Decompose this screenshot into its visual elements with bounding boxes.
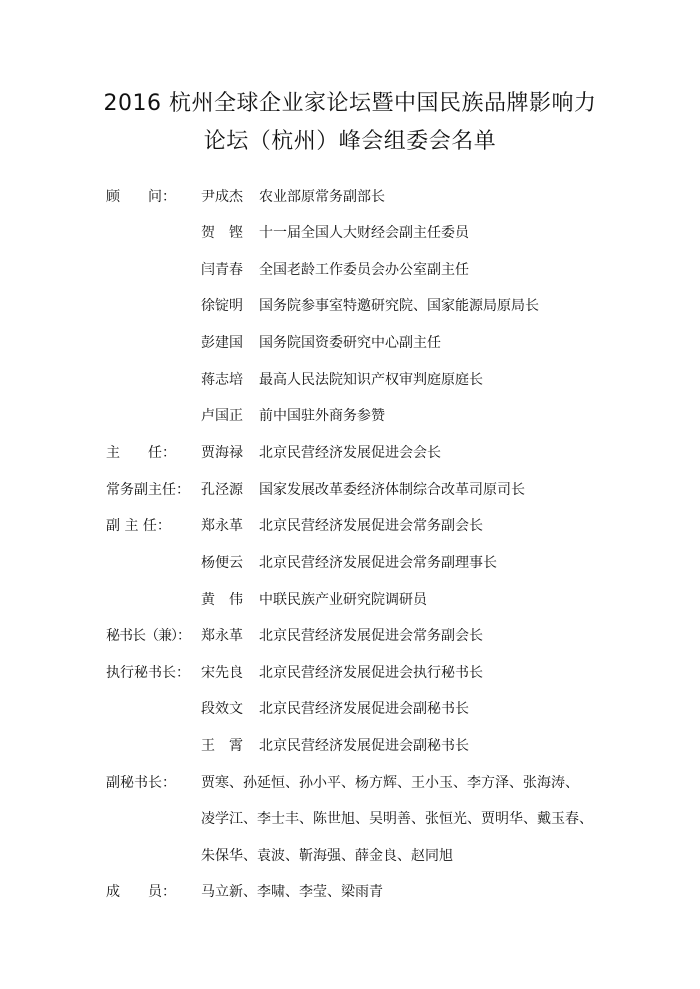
person-title: 北京民营经济发展促进会常务副会长 <box>259 518 483 534</box>
person-title: 农业部原常务副部长 <box>259 189 385 205</box>
category-label: 秘书长（兼）： <box>106 628 190 644</box>
category-label: 常务副主任： <box>106 482 190 498</box>
person-name: 郑永革 <box>201 518 243 534</box>
list-item <box>0 735 700 759</box>
person-title: 国家发展改革委经济体制综合改革司原司长 <box>259 482 525 498</box>
members-section <box>0 881 700 905</box>
person-title: 国务院参事室特邀研究院、国家能源局原局长 <box>259 298 539 314</box>
person-name: 孔泾源 <box>201 482 243 498</box>
list-item <box>0 332 700 356</box>
list-item <box>0 662 700 686</box>
list-item <box>0 442 700 466</box>
document-title-line-1: 2016 杭州全球企业家论坛暨中国民族品牌影响力 <box>103 91 597 116</box>
person-title: 北京民营经济发展促进会副秘书长 <box>259 701 469 717</box>
person-name: 宋先良 <box>201 665 243 681</box>
person-name: 黄 伟 <box>201 592 243 608</box>
person-title: 中联民族产业研究院调研员 <box>259 592 427 608</box>
list-item <box>0 515 700 539</box>
person-title: 前中国驻外商务参赞 <box>259 408 385 424</box>
person-name: 段效文 <box>201 701 243 717</box>
person-name: 闫青春 <box>201 262 243 278</box>
names-line: 朱保华、袁波、靳海强、薛金良、赵同旭 <box>201 848 453 864</box>
list-item <box>0 295 700 319</box>
category-label: 副秘书长： <box>106 775 176 791</box>
person-name: 郑永革 <box>201 628 243 644</box>
person-name: 蒋志培 <box>201 372 243 388</box>
category-label: 顾 问： <box>106 189 176 205</box>
list-item <box>0 369 700 393</box>
category-label: 执行秘书长： <box>106 665 190 681</box>
person-title: 北京民营经济发展促进会会长 <box>259 445 441 461</box>
list-item <box>0 625 700 649</box>
list-item <box>0 589 700 613</box>
names-line: 凌学江、李士丰、陈世旭、吴明善、张恒光、贾明华、戴玉春、 <box>201 811 593 827</box>
person-title: 北京民营经济发展促进会执行秘书长 <box>259 665 483 681</box>
document-title-line-2: 论坛（杭州）峰会组委会名单 <box>203 129 497 154</box>
person-title: 北京民营经济发展促进会常务副会长 <box>259 628 483 644</box>
person-title: 最高人民法院知识产权审判庭原庭长 <box>259 372 483 388</box>
person-name: 贾海禄 <box>201 445 243 461</box>
list-item <box>0 186 700 210</box>
deputy-secretaries-section <box>0 772 700 796</box>
category-label: 成 员： <box>106 884 176 900</box>
list-item <box>0 698 700 722</box>
deputy-secretaries-continuation <box>0 845 700 869</box>
list-item <box>0 259 700 283</box>
person-name: 贺 铿 <box>201 225 243 241</box>
person-title: 北京民营经济发展促进会副秘书长 <box>259 738 469 754</box>
category-label: 主 任： <box>106 445 176 461</box>
person-name: 尹成杰 <box>201 189 243 205</box>
person-name: 卢国正 <box>201 408 243 424</box>
list-item <box>0 405 700 429</box>
list-item <box>0 552 700 576</box>
person-title: 国务院国资委研究中心副主任 <box>259 335 441 351</box>
person-name: 杨便云 <box>201 555 243 571</box>
names-line: 马立新、李啸、李莹、梁雨青 <box>201 884 383 900</box>
list-item <box>0 479 700 503</box>
person-title: 十一届全国人大财经会副主任委员 <box>259 225 469 241</box>
deputy-secretaries-continuation <box>0 808 700 832</box>
person-name: 王 霄 <box>201 738 243 754</box>
category-label: 副 主 任： <box>106 518 171 534</box>
person-name: 彭建国 <box>201 335 243 351</box>
person-name: 徐锭明 <box>201 298 243 314</box>
list-item <box>0 222 700 246</box>
person-title: 北京民营经济发展促进会常务副理事长 <box>259 555 497 571</box>
person-title: 全国老龄工作委员会办公室副主任 <box>259 262 469 278</box>
names-line: 贾寒、孙延恒、孙小平、杨方辉、王小玉、李方泽、张海涛、 <box>201 775 579 791</box>
